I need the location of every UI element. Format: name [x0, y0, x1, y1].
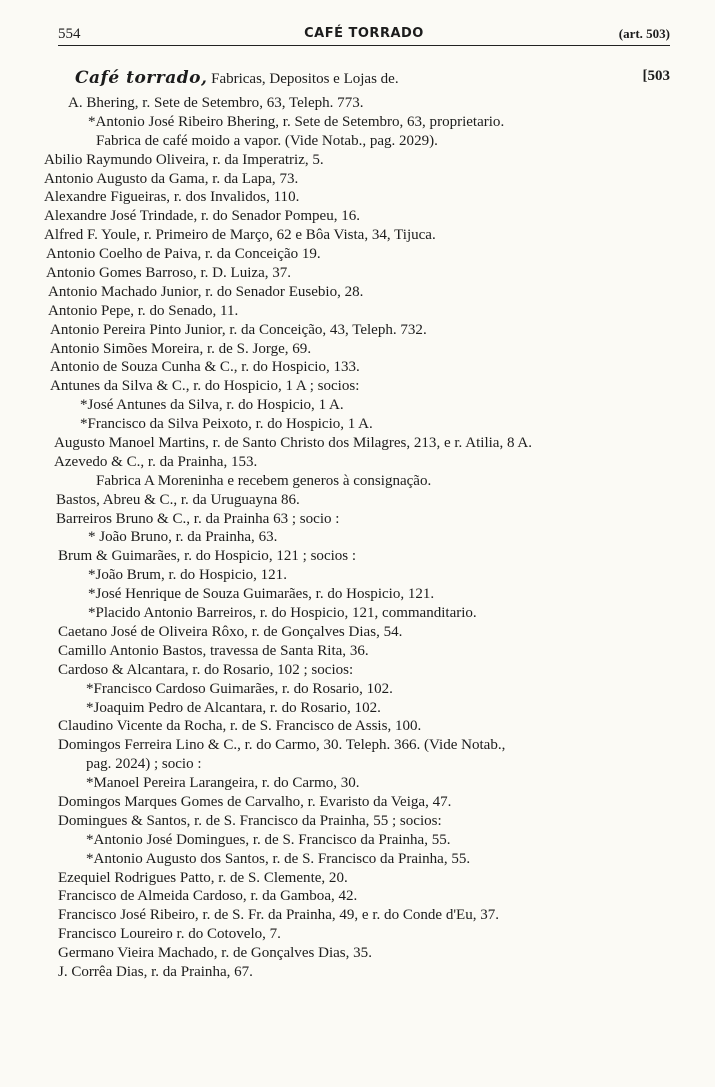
page-header [58, 26, 670, 46]
listing-line: Antonio Augusto da Gama, r. da Lapa, 73. [44, 170, 299, 187]
listing-line: *Francisco da Silva Peixoto, r. do Hospicio, 1 A. [80, 416, 373, 433]
listing-line: pag. 2024) ; socio : [86, 756, 202, 773]
listing-line: Domingos Ferreira Lino & C., r. do Carmo, 30. Teleph. 366. (Vide Notab., [58, 737, 506, 754]
listing-line: *Placido Antonio Barreiros, r. do Hospicio, 121, commanditario. [88, 605, 477, 622]
listing-line: Alexandre José Trindade, r. do Senador Pompeu, 16. [44, 208, 361, 225]
listing-line: Barreiros Bruno & C., r. da Prainha 63 ; socio : [56, 510, 340, 527]
listing-line: *Manoel Pereira Larangeira, r. do Carmo, 30. [86, 775, 360, 792]
listing-line: Brum & Guimarães, r. do Hospicio, 121 ; socios : [58, 548, 357, 565]
listing-line: *Francisco Cardoso Guimarães, r. do Rosario, 102. [86, 680, 393, 697]
directory-listing [0, 94, 715, 982]
listing-line: Fabrica de café moido a vapor. (Vide Notab., pag. 2029). [96, 132, 438, 149]
listing-line: Fabrica A Moreninha e recebem generos à consignação. [96, 472, 432, 489]
listing-line: Domingues & Santos, r. de S. Francisco da Prainha, 55 ; socios: [58, 812, 442, 829]
listing-line: *Antonio José Ribeiro Bhering, r. Sete de Setembro, 63, proprietario. [88, 113, 505, 130]
listing-line: A. Bhering, r. Sete de Setembro, 63, Teleph. 773. [68, 95, 364, 111]
listing-line: Francisco José Ribeiro, r. de S. Fr. da Prainha, 49, e r. do Conde d'Eu, 37. [58, 907, 500, 924]
section-subtitle: Fabricas, Depositos e Lojas de. [207, 71, 399, 87]
listing-line: Antonio Pepe, r. do Senado, 11. [48, 302, 239, 319]
article-reference: (art. 503) [618, 26, 670, 41]
listing-line: Domingos Marques Gomes de Carvalho, r. Evaristo da Veiga, 47. [58, 793, 452, 810]
section-number: [503 [642, 68, 670, 84]
listing-line: *João Brum, r. do Hospicio, 121. [88, 567, 287, 584]
listing-line: Antonio Pereira Pinto Junior, r. da Conceição, 43, Teleph. 732. [50, 321, 427, 338]
listing-line: Francisco Loureiro r. do Cotovelo, 7. [58, 926, 281, 943]
listing-line: Ezequiel Rodrigues Patto, r. de S. Clemente, 20. [58, 869, 348, 886]
listing-line: Abilio Raymundo Oliveira, r. da Imperatriz, 5. [44, 151, 324, 168]
listing-line: Augusto Manoel Martins, r. de Santo Christo dos Milagres, 213, e r. Atilia, 8 A. [54, 435, 533, 452]
section-name: Café torrado, [75, 68, 208, 88]
listing-line: Antonio Simões Moreira, r. de S. Jorge, 69. [50, 340, 312, 357]
listing-line: Antonio Coelho de Paiva, r. da Conceição 19. [46, 246, 321, 263]
listing-line: Camillo Antonio Bastos, travessa de Santa Rita, 36. [58, 642, 369, 659]
listing-line: * João Bruno, r. da Prainha, 63. [88, 529, 278, 546]
listing-line: Cardoso & Alcantara, r. do Rosario, 102 ; socios: [58, 661, 354, 678]
page-number: 554 [58, 26, 81, 42]
listing-line: Claudino Vicente da Rocha, r. de S. Francisco de Assis, 100. [58, 718, 422, 735]
listing-line: Antunes da Silva & C., r. do Hospicio, 1 A ; socios: [50, 378, 360, 395]
listing-line: Antonio Machado Junior, r. do Senador Eusebio, 28. [48, 283, 364, 300]
listing-line: Bastos, Abreu & C., r. da Uruguayna 86. [56, 491, 300, 508]
listing-line: *José Antunes da Silva, r. do Hospicio, 1 A. [80, 397, 344, 414]
running-title: CAFÉ TORRADO [304, 26, 424, 41]
listing-line: *Joaquim Pedro de Alcantara, r. do Rosario, 102. [86, 699, 381, 716]
section-heading [75, 68, 670, 90]
listing-line: Alexandre Figueiras, r. dos Invalidos, 110. [44, 189, 300, 206]
listing-line: *Antonio Augusto dos Santos, r. de S. Francisco da Prainha, 55. [86, 850, 471, 867]
listing-line: Antonio de Souza Cunha & C., r. do Hospicio, 133. [50, 359, 360, 376]
listing-line: Francisco de Almeida Cardoso, r. da Gamboa, 42. [58, 888, 358, 905]
listing-line: *José Henrique de Souza Guimarães, r. do Hospicio, 121. [88, 586, 435, 603]
listing-line: Alfred F. Youle, r. Primeiro de Março, 62 e Bôa Vista, 34, Tijuca. [44, 227, 436, 244]
listing-line: Antonio Gomes Barroso, r. D. Luiza, 37. [46, 265, 292, 282]
listing-line: Germano Vieira Machado, r. de Gonçalves Dias, 35. [58, 945, 372, 962]
listing-line: Azevedo & C., r. da Prainha, 153. [54, 453, 258, 470]
listing-line: Caetano José de Oliveira Rôxo, r. de Gonçalves Dias, 54. [58, 623, 403, 640]
listing-line: J. Corrêa Dias, r. da Prainha, 67. [58, 963, 253, 980]
header-rule [58, 45, 670, 46]
listing-line: *Antonio José Domingues, r. de S. Francisco da Prainha, 55. [86, 831, 451, 848]
